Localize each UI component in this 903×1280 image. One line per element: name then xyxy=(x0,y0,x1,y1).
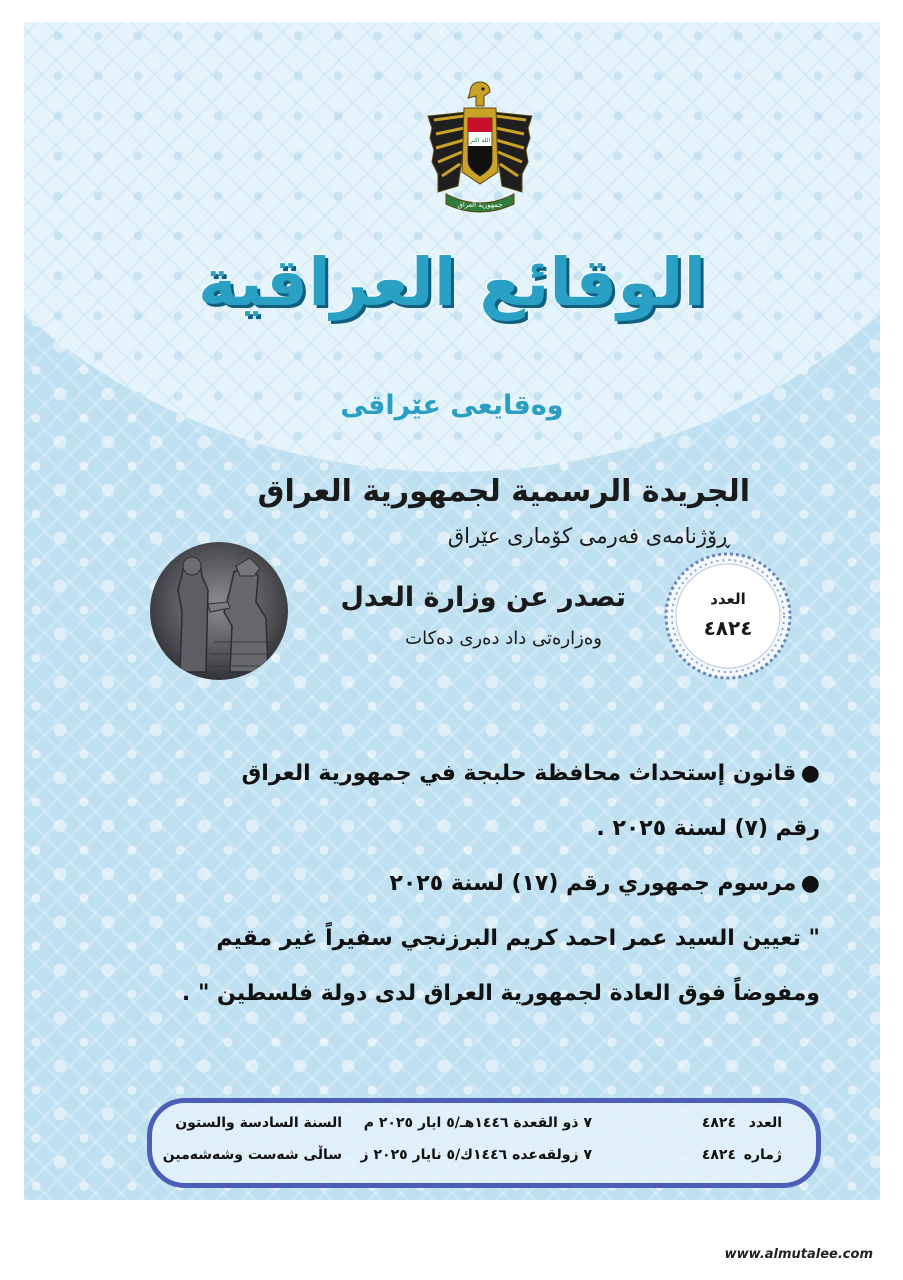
footer-issue-date: ٧ ذو القعدة ١٤٤٦هـ/٥ ايار ٢٠٢٥ م xyxy=(363,1115,592,1131)
publisher-line-kurdish: وەزارەتی داد دەری دەکات xyxy=(405,628,602,649)
contents-item-text: قانون إستحداث محافظة حلبجة في جمهورية العراق xyxy=(241,761,797,786)
footer-issue-number: ٤٨٢٤ xyxy=(701,1115,736,1131)
contents-item-text: " تعيين السيد عمر احمد كريم البرزنجي سفيراً غير مقيم xyxy=(216,926,820,951)
bullet-icon: ● xyxy=(800,871,820,896)
official-gazette-subtitle: الجريدة الرسمية لجمهورية العراق xyxy=(257,474,750,509)
gazette-cover xyxy=(24,22,880,1200)
issue-info-footer xyxy=(147,1098,821,1188)
contents-item-text: رقم (٧) لسنة ٢٠٢٥ . xyxy=(596,816,820,841)
gazette-title-kurdish: وەقایعی عێراقی xyxy=(340,390,564,421)
official-gazette-subtitle-kurdish: ڕۆژنامەی فەرمی کۆماری عێراق xyxy=(447,524,730,548)
hammurabi-stele-image xyxy=(150,542,288,680)
contents-item xyxy=(120,746,820,801)
emblem-banner-text: جمهورية العراق xyxy=(457,201,503,209)
contents-item-continued xyxy=(120,911,820,966)
site-watermark: www.almutalee.com xyxy=(724,1247,873,1262)
issue-label: العدد xyxy=(710,590,746,608)
iraq-emblem-icon xyxy=(424,76,536,216)
footer-publication-year: السنة السادسة والستون xyxy=(175,1115,342,1131)
emblem-flag-text: الله اكبر xyxy=(469,137,491,144)
footer-issue-label: العدد xyxy=(748,1115,782,1131)
footer-issue-date: ٧ زولقەعدە ١٤٤٦ك/٥ نایار ٢٠٢٥ ز xyxy=(360,1147,592,1163)
publisher-line: تصدر عن وزارة العدل xyxy=(340,582,626,613)
footer-issue-number: ٤٨٢٤ xyxy=(701,1147,736,1163)
bullet-icon: ● xyxy=(800,761,820,786)
gazette-title: الوقائع العراقية xyxy=(197,244,707,321)
footer-issue-label: ژماره xyxy=(743,1147,782,1163)
contents-item xyxy=(120,856,820,911)
contents-item-continued xyxy=(120,801,820,856)
contents-item-continued xyxy=(120,966,820,1021)
table-of-contents xyxy=(120,746,820,1021)
contents-item-text: ومفوضاً فوق العادة لجمهورية العراق لدى دولة فلسطين " . xyxy=(181,981,820,1006)
contents-item-text: مرسوم جمهوري رقم (١٧) لسنة ٢٠٢٥ xyxy=(389,871,797,896)
footer-publication-year: ساڵی شەست وشەشەمین xyxy=(162,1147,342,1163)
issue-number: ٤٨٢٤ xyxy=(703,616,753,640)
